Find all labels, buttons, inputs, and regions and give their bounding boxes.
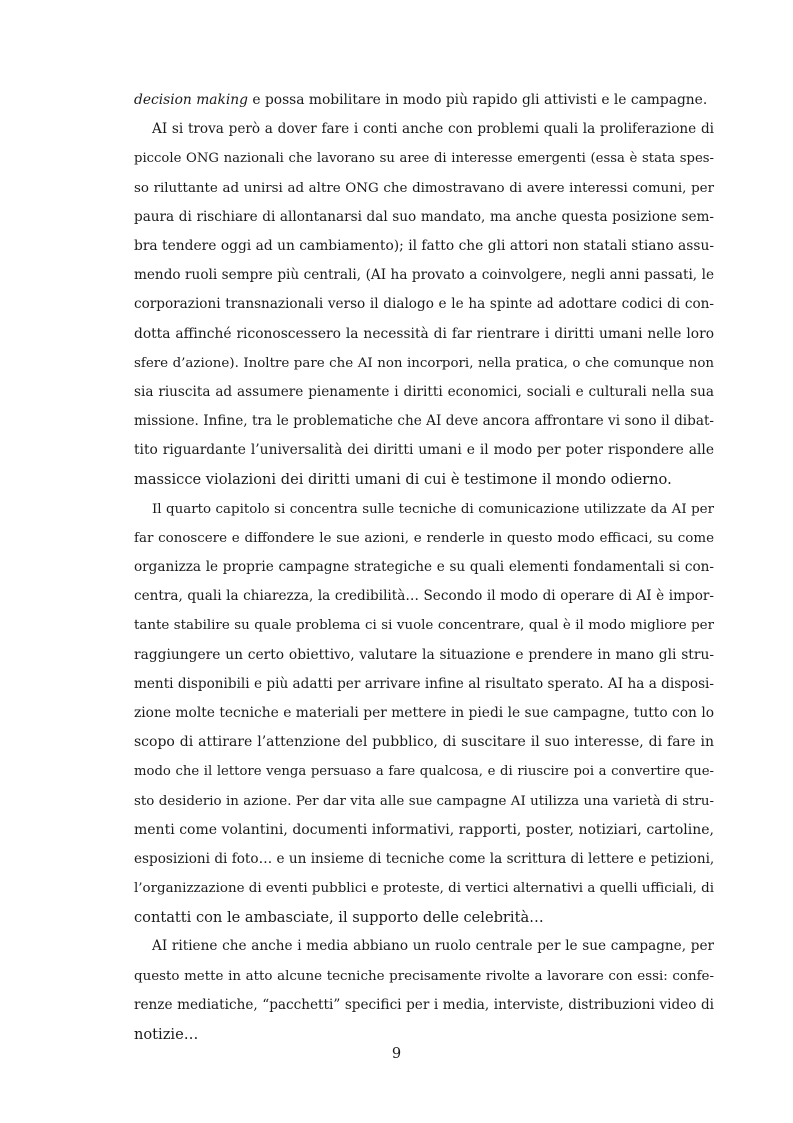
- text-line: tante stabilire su quale problema ci si vuole concentrare, qual è il modo migliore per: [134, 618, 714, 634]
- text-line: scopo di attirare l’attenzione del pubblico, di suscitare il suo interesse, di fare in: [134, 734, 714, 751]
- text-line: corporazioni transnazionali verso il dialogo e le ha spinte ad adottare codici di con-: [134, 296, 714, 313]
- text-line: far conoscere e diffondere le sue azioni, e renderle in questo modo efficaci, su come: [134, 530, 714, 546]
- text-line: menti disponibili e più adatti per arrivare infine al risultato sperato. AI ha a disposi-: [134, 675, 714, 692]
- text-line: tito riguardante l’universalità dei diritti umani e il modo per poter rispondere alle: [134, 442, 714, 459]
- text-line: modo che il lettore venga persuaso a fare qualcosa, e di riuscire poi a convertire que-: [134, 764, 714, 780]
- text-line: organizza le proprie campagne strategiche e su quali elementi fondamentali si con-: [134, 559, 714, 575]
- text-line: renze mediatiche, “pacchetti” specifici per i media, interviste, distribuzioni video di: [134, 996, 714, 1013]
- text-line: esposizioni di foto… e un insieme di tecniche come la scrittura di lettere e petizioni,: [134, 850, 715, 867]
- text-line: so riluttante ad unirsi ad altre ONG che dimostravano di avere interessi comuni, per: [134, 180, 714, 196]
- text-line: bra tendere oggi ad un cambiamento); il fatto che gli attori non statali stiano assu-: [134, 237, 714, 254]
- text-line: decision making e possa mobilitare in modo più rapido gli attivisti e le campagne.: [134, 92, 708, 108]
- text-line: paura di rischiare di allontanarsi dal suo mandato, ma anche questa posizione sem-: [134, 208, 714, 225]
- text-line: piccole ONG nazionali che lavorano su aree di interesse emergenti (essa è stata spes-: [134, 151, 714, 167]
- text-line: contatti con le ambasciate, il supporto delle celebrità…: [134, 909, 544, 927]
- italic-term: decision making: [134, 92, 249, 108]
- text-line: l’organizzazione di eventi pubblici e proteste, di vertici alternativi a quelli ufficiali, di: [134, 881, 714, 897]
- text-line: Il quarto capitolo si concentra sulle tecniche di comunicazione utilizzate da AI per: [152, 501, 714, 517]
- text-line: sfere d’azione). Inoltre pare che AI non incorpori, nella pratica, o che comunque non: [134, 355, 714, 371]
- text-line: sia riuscita ad assumere pienamente i diritti economici, sociali e culturali nella sua: [134, 383, 714, 400]
- text-line: notizie…: [134, 1026, 199, 1043]
- text-line: sto desiderio in azione. Per dar vita alle sue campagne AI utilizza una varietà di stru-: [134, 793, 714, 809]
- page-number: 9: [391, 1045, 402, 1062]
- text-line: AI si trova però a dover fare i conti anche con problemi quali la proliferazione di: [152, 121, 714, 138]
- text-line: mendo ruoli sempre più centrali, (AI ha provato a coinvolgere, negli anni passati, le: [134, 267, 714, 284]
- text-line: AI ritiene che anche i media abbiano un ruolo centrale per le sue campagne, per: [152, 938, 714, 955]
- text-line: dotta affinché riconoscessero la necessità di far rientrare i diritti umani nelle loro: [134, 325, 714, 342]
- text-line: missione. Infine, tra le problematiche che AI deve ancora affrontare vi sono il dibat-: [134, 413, 714, 430]
- text-line: massicce violazioni dei diritti umani di cui è testimone il mondo odierno.: [134, 471, 672, 489]
- text-line: zione molte tecniche e materiali per mettere in piedi le sue campagne, tutto con lo: [134, 704, 715, 721]
- text-line: questo mette in atto alcune tecniche precisamente rivolte a lavorare con essi: confe-: [134, 968, 714, 984]
- body-text: [134, 86, 714, 1049]
- text-line: centra, quali la chiarezza, la credibilità… Secondo il modo di operare di AI è impor-: [134, 588, 714, 605]
- text-line: menti come volantini, documenti informativi, rapporti, poster, notiziari, cartoline,: [134, 821, 714, 838]
- text-line: raggiungere un certo obiettivo, valutare la situazione e prendere in mano gli stru-: [134, 646, 714, 663]
